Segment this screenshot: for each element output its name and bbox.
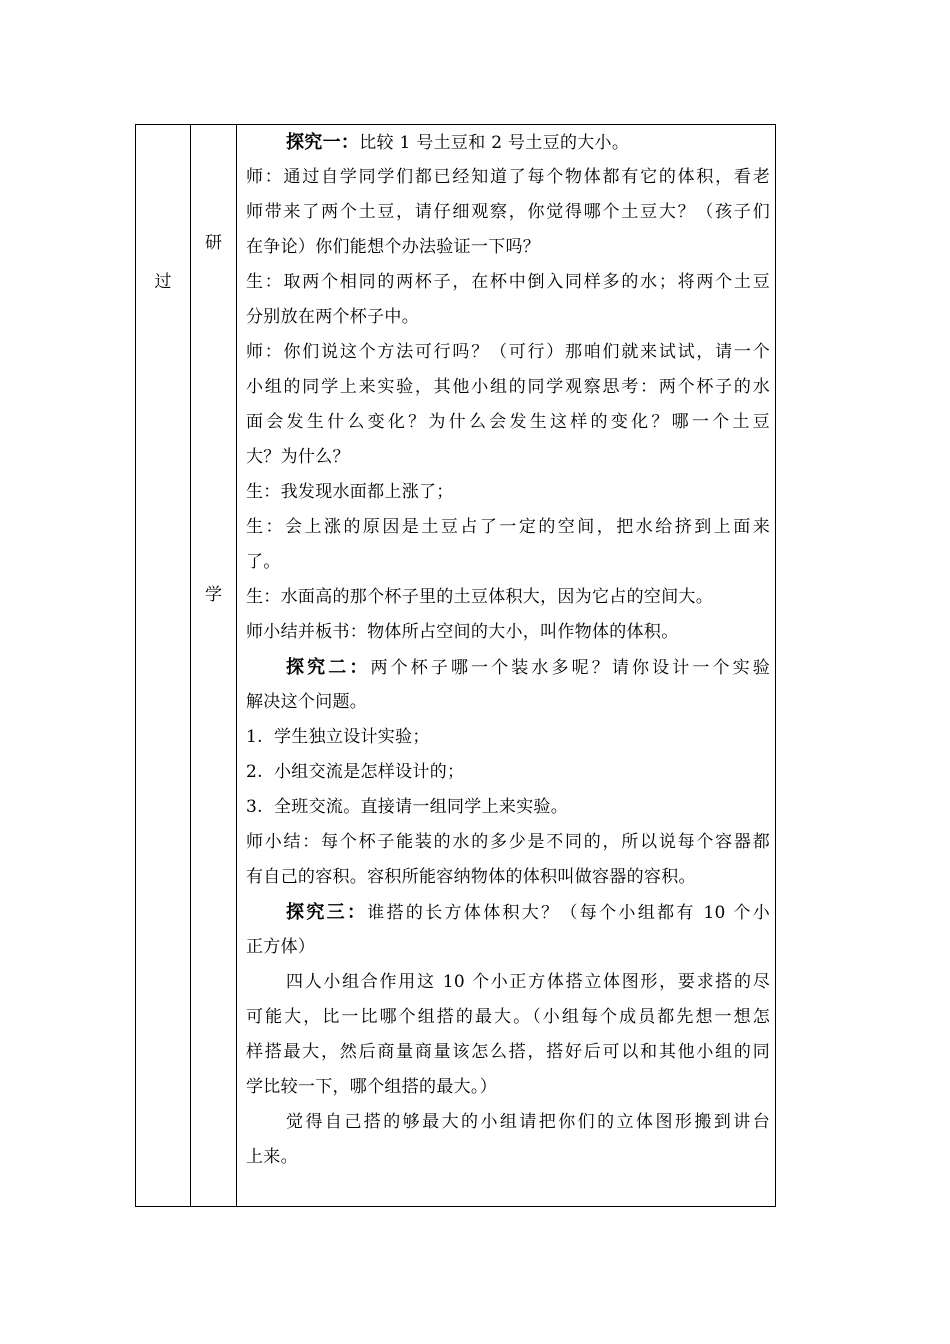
column-divider [190,125,191,1206]
section-heading: 探究三： [286,902,368,923]
text-line [246,1140,770,1175]
line-text: 小组交流是怎样设计的； [274,762,465,782]
step-label-1: 研 [205,233,222,253]
text-line [246,1000,770,1035]
text-line [246,230,770,265]
line-text: 谁搭的长方体体积大？（每个小组都有 10 个小 [367,903,770,923]
lesson-table [135,124,776,1207]
text-line [246,965,770,1000]
line-text: 生：取两个相同的两杯子，在杯中倒入同样多的水；将两个土豆 [246,272,770,292]
line-text: 师小结：每个杯子能装的水的多少是不同的，所以说每个容器都 [246,832,770,852]
text-line [246,195,770,230]
text-line [246,1105,770,1140]
line-text: 全班交流。直接请一组同学上来实验。 [274,797,569,817]
text-line [246,440,770,475]
text-line [246,335,770,370]
stage-label: 过 [154,272,172,292]
text-line [246,860,770,895]
line-text: 比较 1 号土豆和 2 号土豆的大小。 [359,133,630,153]
text-line [246,1070,770,1105]
line-text: 样搭最大，然后商量商量该怎么搭，搭好后可以和其他小组的同 [246,1042,770,1062]
text-line [246,370,770,405]
text-line [246,825,770,860]
text-line [246,720,770,755]
text-line [246,790,770,825]
text-line [246,300,770,335]
line-text: 师：你们说这个方法可行吗？（可行）那咱们就来试试，请一个 [246,342,770,362]
lesson-content [246,125,770,1175]
text-line [246,545,770,580]
line-text: 学生独立设计实验； [274,727,430,747]
line-text: 大？为什么？ [246,447,350,467]
text-line [246,510,770,545]
text-line [246,1035,770,1070]
line-text: 可能大，比一比哪个组搭的最大。（小组每个成员都先想一想怎 [246,1007,770,1027]
list-number: 1. [246,727,263,747]
line-text: 生：会上涨的原因是土豆占了一定的空间，把水给挤到上面来 [246,517,770,537]
text-line [246,475,770,510]
section-heading: 探究一： [286,132,360,153]
text-line [246,265,770,300]
line-text: 师：通过自学同学们都已经知道了每个物体都有它的体积，看老 [246,167,770,187]
line-text: 生：我发现水面都上涨了； [246,482,454,502]
list-number: 2. [246,762,263,782]
text-line [246,580,770,615]
column-divider [236,125,237,1206]
line-text: 正方体） [246,937,316,957]
text-line [246,615,770,650]
step-label-2: 学 [205,585,222,605]
line-text: 学比较一下，哪个组搭的最大。） [246,1077,497,1097]
line-text: 生：水面高的那个杯子里的土豆体积大，因为它占的空间大。 [246,587,714,607]
text-line [246,895,770,930]
line-text: 分别放在两个杯子中。 [246,307,419,327]
line-text: 师小结并板书：物体所占空间的大小，叫作物体的体积。 [246,622,679,642]
line-text: 上来。 [246,1147,298,1167]
text-line [246,930,770,965]
line-text: 了。 [246,552,281,572]
text-line [246,405,770,440]
line-text: 有自己的容积。容积所能容纳物体的体积叫做容器的容积。 [246,867,696,887]
section-heading: 探究二： [286,657,371,678]
text-line [246,755,770,790]
line-text: 小组的同学上来实验，其他小组的同学观察思考：两个杯子的水 [246,377,770,397]
line-text: 在争论）你们能想个办法验证一下吗？ [246,237,541,257]
list-number: 3. [246,797,263,817]
text-line [246,685,770,720]
line-text: 师带来了两个土豆，请仔细观察，你觉得哪个土豆大？（孩子们 [246,202,770,222]
text-line [246,125,770,160]
text-line [246,160,770,195]
line-text: 四人小组合作用这 10 个小正方体搭立体图形，要求搭的尽 [286,972,770,992]
line-text: 面会发生什么变化？为什么会发生这样的变化？哪一个土豆 [246,412,770,432]
line-text: 解决这个问题。 [246,692,368,712]
line-text: 两个杯子哪一个装水多呢？请你设计一个实验 [370,658,770,678]
line-text: 觉得自己搭的够最大的小组请把你们的立体图形搬到讲台 [286,1112,770,1132]
text-line [246,650,770,685]
